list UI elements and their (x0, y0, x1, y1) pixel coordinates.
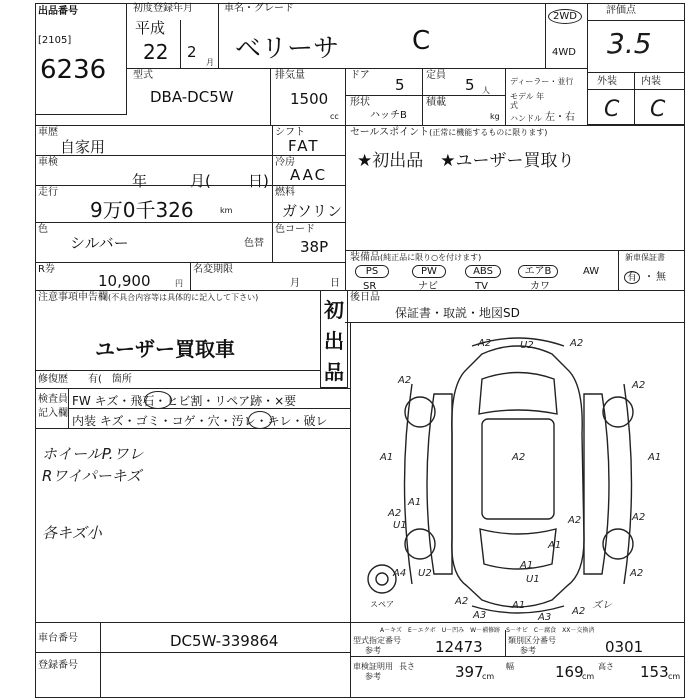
damage-mark: U1 (393, 520, 407, 531)
color-code-label: 色コード (275, 224, 315, 235)
repair-label: 修復歴 (38, 374, 68, 385)
divider (634, 72, 635, 125)
equip-pw: PW (412, 265, 446, 278)
divider (345, 322, 685, 323)
damage-mark: A2 (570, 338, 584, 349)
damage-mark: A1 (648, 452, 662, 463)
divider (587, 72, 685, 73)
equipment-label-text: 装備品 (350, 252, 380, 263)
divider (345, 290, 685, 291)
dealer-label: ディーラー・並行 (510, 77, 574, 86)
divider (180, 20, 181, 68)
damage-mark: A3 (473, 610, 487, 621)
exterior-score: C (604, 97, 620, 122)
chassis-label: 車台番号 (38, 633, 78, 644)
equip-sr: SR (363, 281, 377, 292)
divider (35, 622, 685, 623)
car-name-label: 車名・グレード (224, 3, 294, 14)
chassis-number: DC5W-339864 (170, 632, 279, 650)
length: 397 (455, 663, 484, 681)
shape-label: 形状 (350, 97, 370, 108)
reg-month: 2 (187, 43, 197, 61)
equip-aw: AW (583, 266, 600, 277)
divider (35, 155, 272, 156)
recycle-fee: 10,900 (98, 272, 151, 290)
class-num: 0301 (605, 638, 644, 656)
fw-row: FW キズ・飛石・ヒビ割・リペア跡・×要 (72, 394, 297, 408)
registration-label: 登録番号 (38, 660, 78, 671)
damage-mark: A1 (380, 452, 394, 463)
warranty-no: 無 (656, 272, 666, 283)
type-num-ref: 参考 (365, 646, 381, 655)
cert-ref: 参考 (365, 672, 381, 681)
kg-unit: kg (490, 112, 500, 121)
damage-mark: A4 (393, 568, 407, 579)
usage-label: 車歴 (38, 127, 58, 138)
equip-ps: PS (355, 265, 389, 278)
divider (68, 408, 350, 409)
type-num-label: 型式指定番号 (353, 636, 401, 645)
divider (345, 125, 346, 290)
remarks-note: (不具合内容等は具体的に記入して下さい) (108, 293, 259, 302)
sales-note: (正常に機能するものに限ります) (429, 128, 548, 137)
divider (35, 125, 685, 126)
class-num-label: 類別区分番号 (508, 636, 556, 645)
equipment-note: (純正品に限り○を付けます) (380, 253, 482, 262)
capacity-label: 定員 (426, 70, 446, 81)
divider (35, 222, 272, 223)
wheel-front-right (603, 397, 633, 427)
lot-sub: [2105] (38, 35, 72, 46)
damage-mark: U2 (418, 568, 432, 579)
color: シルバー (70, 234, 129, 252)
divider (218, 3, 219, 68)
handwritten-note: ホイールP.ワレ (42, 445, 144, 463)
title-expiry-day: 日 (330, 278, 340, 289)
damage-mark: A3 (538, 612, 552, 623)
km-unit: km (220, 206, 233, 215)
damage-mark: A2 (455, 596, 469, 607)
remarks-label-text: 注意事項申告欄 (38, 292, 108, 303)
exterior-label: 外装 (597, 76, 617, 87)
divider (545, 3, 546, 68)
divider (35, 185, 272, 186)
damage-mark: U2 (520, 340, 534, 351)
load-label: 積載 (426, 97, 446, 108)
inspection-day: 日) (248, 172, 269, 190)
displacement-label: 排気量 (275, 70, 305, 81)
divider (345, 95, 505, 96)
inspector-label-top: 検査員 (38, 394, 68, 405)
capacity: 5 (465, 76, 475, 94)
handwritten-note: 各キズ小 (42, 524, 102, 542)
rear-glass-outline (480, 529, 556, 569)
fuel-label: 燃料 (275, 187, 295, 198)
equipment-label (350, 252, 481, 263)
equip-leather: カワ (530, 281, 550, 292)
recycle-unit: 円 (175, 279, 183, 288)
model-label: 型式 (133, 70, 153, 81)
equip-navi: ナビ (418, 281, 438, 292)
damage-mark: A2 (572, 606, 586, 617)
damage-mark: A2 (630, 568, 644, 579)
damage-mark: A1 (512, 600, 526, 611)
fuel: ガソリン (282, 202, 343, 220)
length-label: 長さ (399, 662, 415, 671)
displacement: 1500 (290, 90, 329, 108)
divider (505, 630, 506, 656)
overall-score: 3.5 (607, 27, 652, 60)
damage-mark: A2 (478, 338, 492, 349)
mileage: 9万0千326 (90, 198, 194, 222)
divider (272, 185, 345, 186)
height: 153 (640, 663, 669, 681)
title-expiry-month: 月 (290, 278, 300, 289)
damage-mark: A2 (568, 515, 582, 526)
sales-points: ★初出品 ★ユーザー買取り (357, 151, 575, 171)
warranty-label: 新車保証書 (625, 253, 665, 262)
damage-mark: A1 (408, 497, 422, 508)
ac-label: 冷房 (275, 157, 295, 168)
height-unit: cm (668, 672, 681, 681)
interior-label: 内装 (641, 76, 661, 87)
damage-mark: A2 (388, 508, 402, 519)
color-code: 38P (300, 238, 329, 256)
width: 169 (555, 663, 584, 681)
divider (350, 656, 685, 657)
damage-mark: A2 (632, 380, 646, 391)
roof-outline (482, 419, 554, 519)
spare-tire (368, 565, 396, 593)
lot-label: 出品番号 (38, 6, 78, 17)
handle: 左・右 (545, 112, 575, 123)
mark-circle (248, 411, 272, 429)
divider (587, 89, 685, 90)
after-items: 保証書・取説・地図SD (395, 306, 520, 320)
first-listing-char: 初 (324, 298, 344, 322)
cert-label: 車検証明用 (353, 662, 393, 671)
divider (35, 370, 320, 371)
ac: AAC (290, 166, 328, 184)
divider (350, 622, 351, 698)
divider (190, 262, 191, 290)
car-name: ベリーサ (235, 34, 340, 64)
reg-month-unit: 月 (206, 58, 214, 67)
drive-2wd: 2WD (548, 9, 582, 24)
reg-year: 22 (143, 40, 169, 64)
inspection-label: 車検 (38, 157, 58, 168)
spare-label: スペア (370, 600, 394, 609)
type-num: 12473 (435, 638, 483, 656)
score-box (587, 3, 685, 125)
first-listing-char: 出 (324, 329, 344, 353)
handwritten-note: Rワイパーキズ (42, 467, 142, 485)
mark-circle (144, 391, 172, 409)
divider (272, 222, 345, 223)
divider (345, 68, 346, 125)
interior-score: C (650, 97, 666, 122)
first-listing-char: 品 (324, 360, 344, 384)
interior-row: 内装 キズ・ゴミ・コゲ・穴・汚レ・キレ・破レ (72, 414, 328, 428)
divider (272, 155, 345, 156)
divider (35, 428, 350, 429)
inspector-label-bottom: 記入欄 (38, 408, 68, 419)
recycle-label: R券 (38, 264, 55, 275)
length-unit: cm (482, 672, 495, 681)
after-label: 後日品 (350, 292, 380, 303)
divider (35, 388, 350, 389)
person-unit: 人 (482, 86, 490, 95)
damage-mark: A1 (520, 560, 534, 571)
shape: ハッチB (370, 110, 407, 121)
width-label: 幅 (506, 662, 514, 671)
equip-airbag: エアB (518, 265, 558, 278)
divider (272, 125, 273, 262)
remarks-label (38, 292, 258, 303)
divider (127, 68, 587, 69)
model-year-label: モデル 年式 (510, 92, 545, 110)
divider (350, 322, 351, 622)
divider (100, 622, 101, 698)
divider (422, 68, 423, 125)
usage: 自家用 (60, 138, 106, 156)
era: 平成 (135, 19, 166, 37)
remarks-text: ユーザー買取車 (95, 337, 235, 361)
first-reg-label: 初度登録年月 (133, 3, 193, 14)
windshield-outline (479, 373, 557, 415)
score-label: 評価点 (606, 5, 636, 16)
warranty-dot: ・ (644, 272, 654, 283)
car-body-outline (452, 346, 584, 607)
lot-number: 6236 (40, 55, 107, 85)
shift: FAT (288, 137, 320, 155)
height-label: 高さ (598, 662, 614, 671)
divider (587, 20, 685, 21)
damage-mark: U1 (526, 574, 540, 585)
damage-mark: A2 (632, 512, 646, 523)
width-unit: cm (582, 672, 595, 681)
divider (35, 652, 350, 653)
model-code: DBA-DC5W (150, 88, 234, 106)
left-side-outline (427, 394, 452, 574)
shift-label: シフト (275, 127, 305, 138)
divider (270, 68, 271, 125)
color-change-label: 色替 (244, 238, 264, 249)
sales-label (350, 127, 547, 138)
warranty-yes: 有 (624, 271, 640, 284)
inspection-month: 月( (190, 172, 211, 190)
right-outer-panel (624, 384, 632, 584)
drive-4wd: 4WD (552, 47, 576, 58)
divider (345, 250, 685, 251)
equip-abs: ABS (465, 265, 501, 278)
class-num-ref: 参考 (520, 646, 536, 655)
divider (35, 290, 345, 291)
damage-legend: A－キズ E－エクボ U－凹み W－補修跡 S－サビ C－腐食 XX－交換済 (380, 627, 595, 634)
damage-mark: A2 (398, 375, 412, 386)
divider (618, 250, 619, 290)
doors-label: ドア (350, 70, 370, 81)
car-grade: C (412, 26, 431, 56)
divider (505, 68, 506, 125)
damage-mark: A2 (512, 452, 526, 463)
handle-label: ハンドル (510, 114, 542, 123)
damage-mark: ズレ (592, 600, 612, 611)
wheel-front-left (405, 397, 435, 427)
sales-label-text: セールスポイント (350, 127, 430, 138)
color-label: 色 (38, 224, 48, 235)
cc-unit: cc (330, 112, 339, 121)
repair-history: 有( 箇所 (88, 374, 132, 385)
equip-tv: TV (475, 281, 488, 292)
inspection-year: 年 (132, 172, 148, 190)
mileage-label: 走行 (38, 187, 58, 198)
title-expiry-label: 名変期限 (193, 264, 233, 275)
doors: 5 (395, 76, 405, 94)
damage-mark: A1 (548, 540, 562, 551)
